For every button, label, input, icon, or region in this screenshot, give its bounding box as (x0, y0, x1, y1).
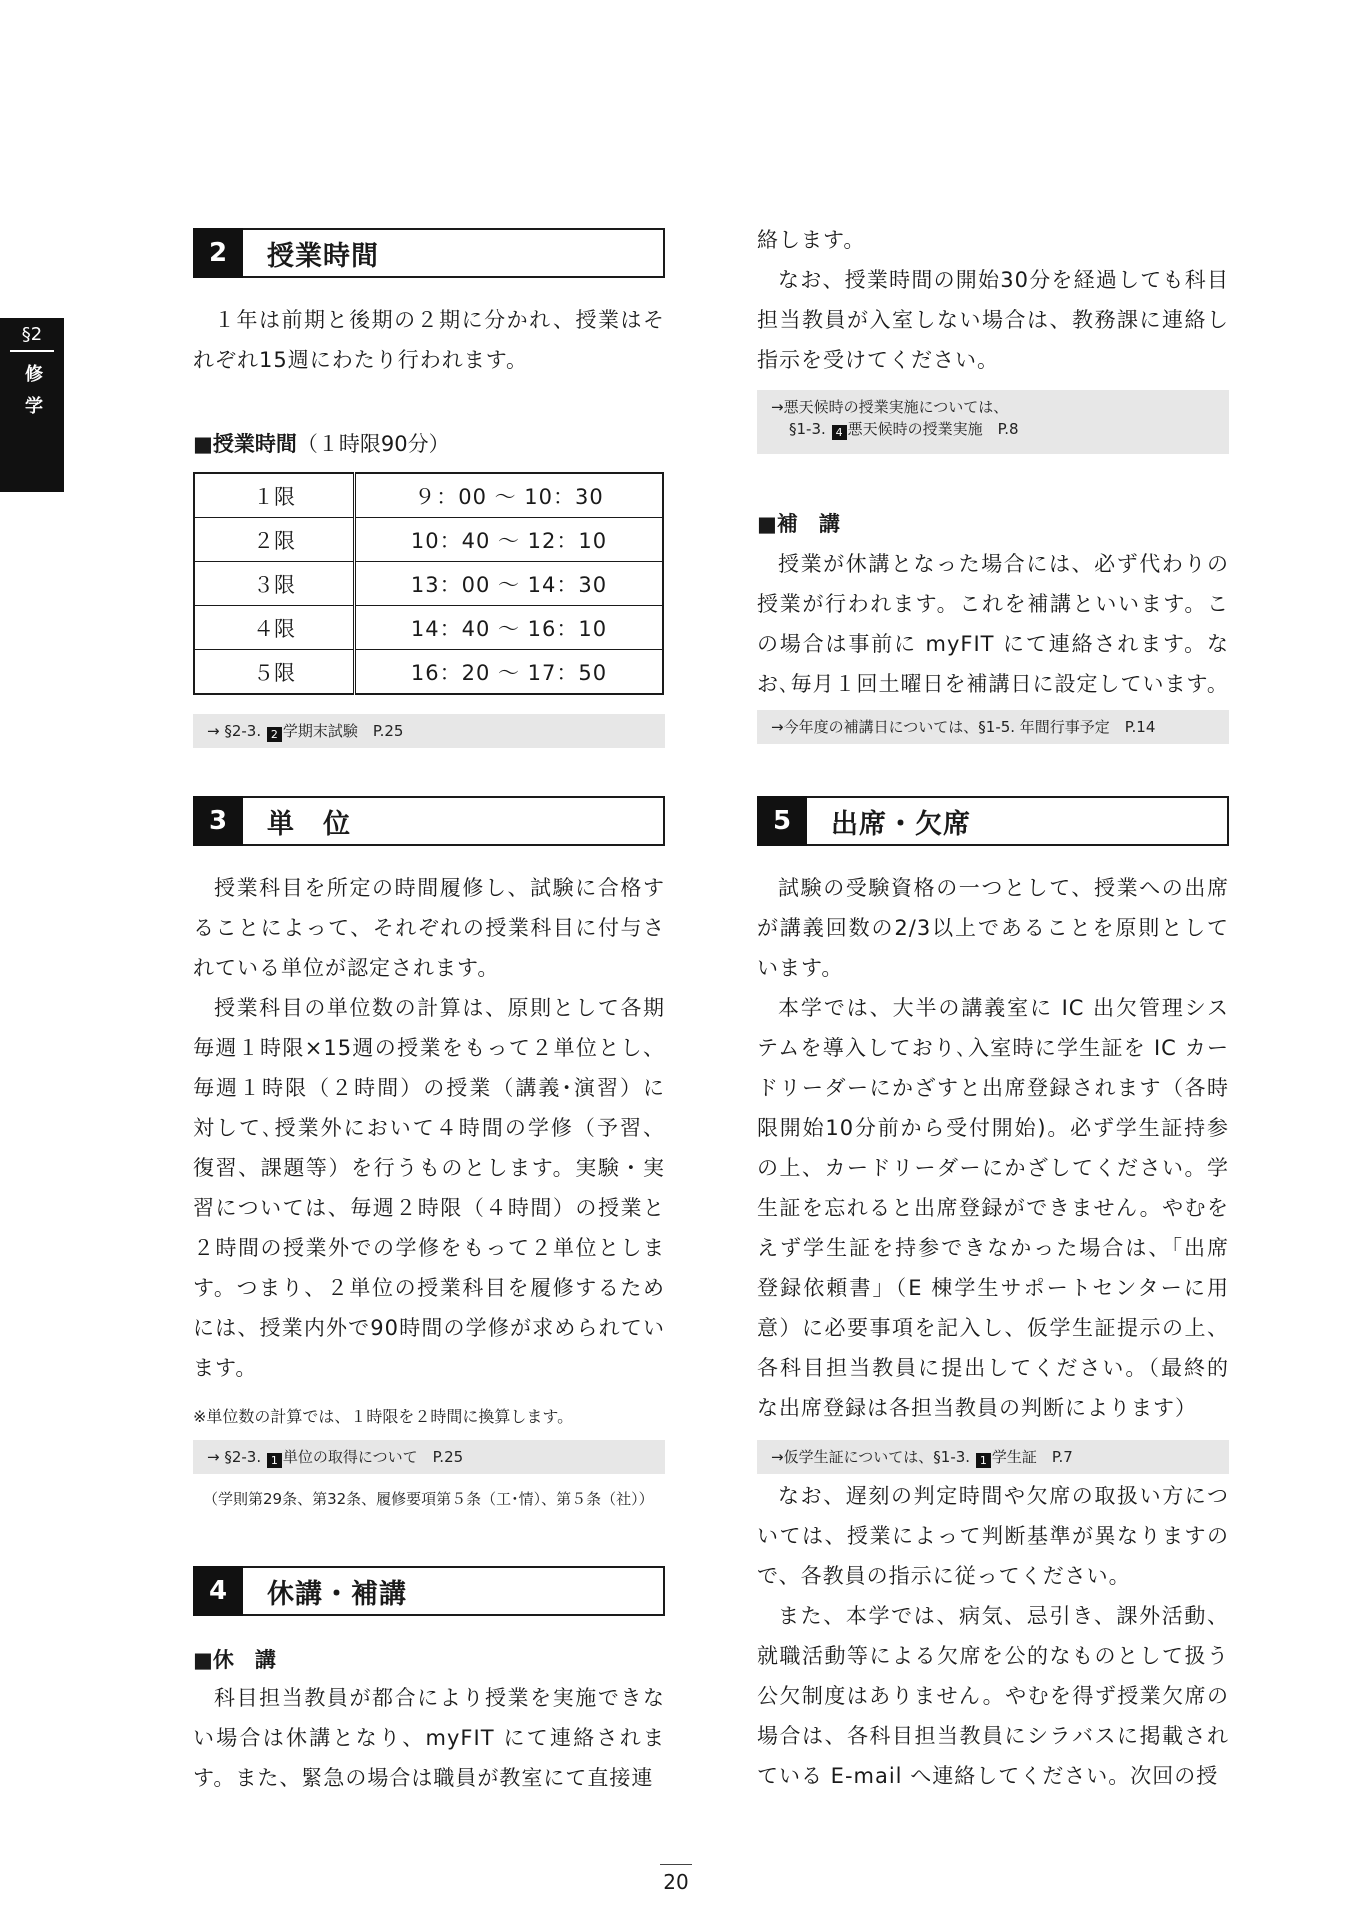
makeup-subheading: ■補 講 (757, 512, 840, 536)
side-tab-section: §2 (10, 326, 54, 352)
reference-box-makeup-days: →今年度の補講日については、§1-5. 年間行事予定 P.14 (757, 710, 1229, 744)
period-cell: ３限 (194, 562, 355, 606)
hours-row (194, 650, 663, 695)
section-5-paragraph-2: 本学では、大半の講義室に IC 出欠管理システムを導入しており､入室時に学生証を IC カードリーダーにかざすと出席登録されます（各時限開始10分前から受付開始)。必ず学生証持参の上、カードリーダーにかざしてください。学生証を忘れると出席登録ができません。やむをえず学生証を持参できなかった場合は、「出席登録依頼書」（E 棟学生サポートセンターに用意）に必要事項を記入し、仮学生証提示の上、各科目担当教員に提出してください。（最終的な出席登録は各担当教員の判断によります） (757, 996, 1229, 1420)
section-number: 5 (757, 796, 807, 846)
reference-box-weather (757, 390, 1229, 454)
ref-text-post: 悪天候時の授業実施 P.8 (847, 420, 1019, 438)
reference-box-credits (193, 1440, 665, 1474)
section-title: 休講・補講 (267, 1578, 407, 1610)
ref-text-pre: §1-3. (789, 420, 826, 438)
section-5-paragraph-1: 試験の受験資格の一つとして、授業への出席が講義回数の2/3以上であることを原則としています。 (757, 876, 1229, 980)
section-5-header (757, 796, 1229, 846)
section-2-body: １年は前期と後期の２期に分かれ、授業はそれぞれ15週にわたり行われます。 (193, 308, 665, 372)
section-number: 3 (193, 796, 243, 846)
ref-line-1: →悪天候時の授業実施については、 (771, 398, 1009, 416)
hours-row (194, 606, 663, 650)
time-cell: 10：40 〜 12：10 (355, 518, 664, 562)
reference-box-exam (193, 714, 665, 748)
continued-text: 絡します。 (757, 228, 866, 252)
hours-row (194, 473, 663, 518)
time-cell: 14：40 〜 16：10 (355, 606, 664, 650)
number-badge: 2 (267, 727, 282, 742)
hours-heading-note: （１時限90分） (296, 432, 450, 456)
reference-box-student-id (757, 1440, 1229, 1474)
section-side-tab (0, 318, 64, 492)
section-4-paragraph-1: 科目担当教員が都合により授業を実施できない場合は休講となり、myFIT にて連絡されます。また、緊急の場合は職員が教室にて直接連 (193, 1686, 665, 1790)
section-title: 授業時間 (267, 240, 379, 272)
period-cell: ２限 (194, 518, 355, 562)
cancellation-subheading: ■休 講 (193, 1648, 276, 1672)
section-number: 2 (193, 228, 243, 278)
credit-note: ※単位数の計算では、１時限を２時間に換算します。 (193, 1407, 574, 1426)
hours-row (194, 518, 663, 562)
section-4-header (193, 1566, 665, 1616)
ref-text-pre: → §2-3. (207, 722, 262, 740)
section-3-paragraph-1: 授業科目を所定の時間履修し、試験に合格することによって、それぞれの授業科目に付与されている単位が認定されます。 (193, 876, 665, 980)
ref-text-pre: →仮学生証については、§1-3. (771, 1448, 971, 1466)
section-title: 出席・欠席 (831, 808, 971, 840)
section-3-paragraph-2: 授業科目の単位数の計算は、原則として各期毎週１時限×15週の授業をもって２単位とし、毎週１時限（２時間）の授業（講義･演習）に対して､授業外において４時間の学修（予習、復習、課題等）を行うものとします。実験・実習については、毎週２時限（４時間）の授業と２時間の授業外での学修をもって２単位とします。つまり、２単位の授業科目を履修するためには、授業内外で90時間の学修が求められています。 (193, 996, 665, 1380)
period-cell: ５限 (194, 650, 355, 695)
number-badge: 4 (832, 425, 847, 440)
hours-table-heading (193, 428, 450, 458)
page-number-rule (660, 1864, 692, 1865)
time-cell: ９：00 〜 10：30 (355, 473, 664, 518)
section-5-paragraph-3: なお、遅刻の判定時間や欠席の取扱い方については、授業によって判断基準が異なりますので、各教員の指示に従ってください。 (757, 1484, 1229, 1588)
ref-text-post: 単位の取得について P.25 (282, 1448, 464, 1466)
section-2-header (193, 228, 665, 278)
class-hours-table (193, 472, 664, 695)
ref-text-post: 学期末試験 P.25 (282, 722, 404, 740)
time-cell: 13：00 〜 14：30 (355, 562, 664, 606)
makeup-paragraph: 授業が休講となった場合には、必ず代わりの授業が行われます。これを補講といいます。この場合は事前に myFIT にて連絡されます。なお､毎月１回土曜日を補講日に設定しています。 (757, 552, 1229, 696)
ref-text-pre: → §2-3. (207, 1448, 262, 1466)
ref-text-post: 学生証 P.7 (991, 1448, 1073, 1466)
period-cell: ４限 (194, 606, 355, 650)
section-3-header (193, 796, 665, 846)
hours-row (194, 562, 663, 606)
section-number: 4 (193, 1566, 243, 1616)
period-cell: １限 (194, 473, 355, 518)
hours-heading-label: ■授業時間 (193, 432, 297, 456)
regulation-citation: （学則第29条、第32条、履修要項第５条（工･情）、第５条（社）） (203, 1490, 654, 1508)
section-title: 単 位 (267, 808, 351, 840)
section-5-paragraph-4: また、本学では、病気、忌引き、課外活動、就職活動等による欠席を公的なものとして扱う公欠制度はありません。やむを得ず授業欠席の場合は、各科目担当教員にシラバスに掲載されている E-mail へ連絡してください。次回の授 (757, 1604, 1229, 1788)
number-badge: 1 (976, 1453, 991, 1468)
late-instructor-paragraph: なお、授業時間の開始30分を経過しても科目担当教員が入室しない場合は、教務課に連絡し指示を受けてください。 (757, 268, 1229, 372)
side-tab-chapter: 修学 (22, 364, 43, 428)
time-cell: 16：20 〜 17：50 (355, 650, 664, 695)
page-number: 20 (663, 1870, 689, 1894)
number-badge: 1 (267, 1453, 282, 1468)
